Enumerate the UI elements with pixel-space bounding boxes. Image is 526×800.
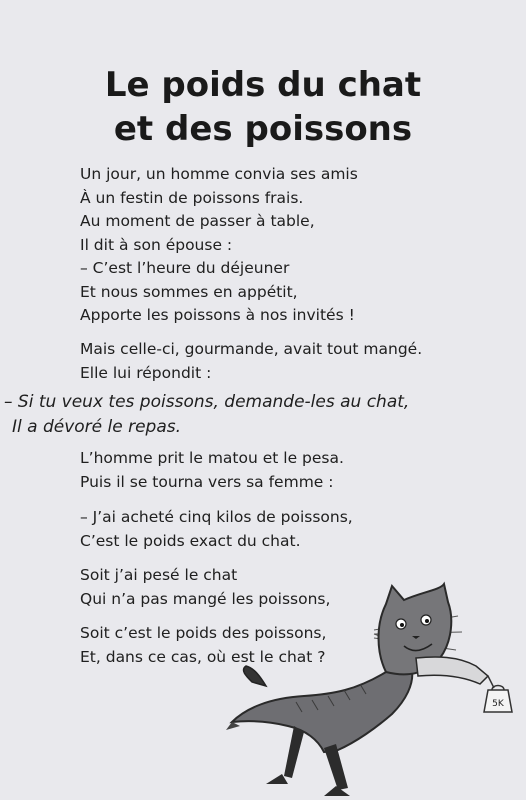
verse-line: Et, dans ce cas, où est le chat ? [80, 647, 326, 666]
verse-line: – Si tu veux tes poissons, demande-les au chat, [4, 392, 410, 412]
stanza-2 [80, 338, 422, 385]
stanza-1 [80, 163, 358, 328]
verse-line: Mais celle-ci, gourmande, avait tout mangé. [80, 340, 423, 358]
verse-line: – C’est l’heure du déjeuner [80, 259, 290, 277]
verse-line: Il dit à son épouse : [80, 235, 233, 254]
verse-line: Soit j’ai pesé le chat [80, 566, 238, 584]
poem-title-line-1: Le poids du chat [104, 64, 422, 105]
verse-line: À un festin de poissons frais. [80, 188, 304, 207]
verse-line: Il a dévoré le repas. [12, 417, 182, 437]
verse-line: Un jour, un homme convia ses amis [80, 165, 358, 183]
verse-line: Au moment de passer à table, [80, 212, 315, 230]
verse-line: – J’ai acheté cinq kilos de poissons, [80, 508, 353, 526]
cat-holding-weight-icon [226, 572, 526, 800]
stanza-3-italic [4, 390, 409, 440]
verse-line: C’est le poids exact du chat. [80, 531, 301, 550]
stanza-4 [80, 447, 344, 494]
verse-line: Puis il se tourna vers sa femme : [80, 472, 334, 491]
verse-line: Qui n’a pas mangé les poissons, [80, 589, 331, 608]
verse-line: Elle lui répondit : [80, 363, 212, 382]
weight-label: 5K [492, 699, 504, 709]
verse-line: Et nous sommes en appétit, [80, 282, 298, 301]
verse-line: L’homme prit le matou et le pesa. [80, 449, 344, 467]
verse-line: Soit c’est le poids des poissons, [80, 624, 327, 642]
verse-line: Apporte les poissons à nos invités ! [80, 306, 355, 324]
stanza-5 [80, 506, 353, 553]
poem-title [0, 63, 526, 151]
poem-title-line-2: et des poissons [113, 108, 413, 149]
